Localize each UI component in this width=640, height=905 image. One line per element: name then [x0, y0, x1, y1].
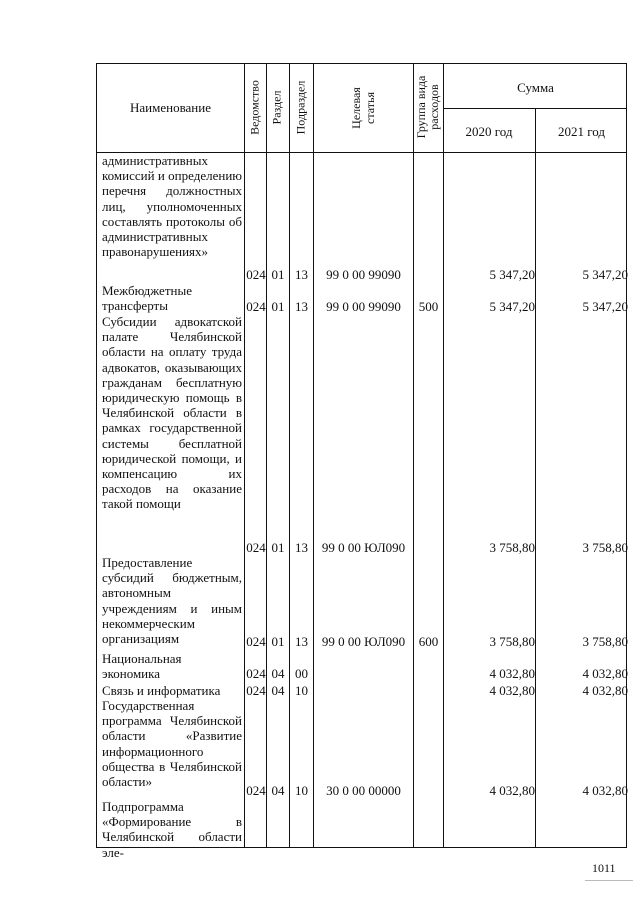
cell-sum-2021: 3 758,80 — [582, 540, 628, 555]
cell-gruppa: 500 — [418, 299, 439, 314]
cell-podrazdel: 10 — [295, 783, 308, 798]
header-gruppa — [415, 63, 441, 151]
col-divider — [413, 64, 414, 847]
cell-podrazdel: 00 — [295, 666, 308, 681]
cell-sum-2021: 4 032,80 — [582, 783, 628, 798]
cell-sum-2020: 4 032,80 — [489, 783, 535, 798]
header-celevaya — [349, 64, 377, 152]
col-divider — [535, 108, 536, 847]
col-divider — [313, 64, 314, 847]
col-divider — [289, 64, 290, 847]
header-gruppa-line2: расходов — [427, 84, 441, 130]
cell-sum-2020: 4 032,80 — [489, 683, 535, 698]
cell-name: Предоставление субсидий бюджетным, автономным учреждениям и иным некоммерческим организациям — [102, 555, 242, 647]
cell-razdel: 04 — [271, 783, 285, 798]
cell-sum-2021: 5 347,20 — [582, 267, 628, 282]
scan-artifact-line — [585, 880, 633, 881]
cell-sum-2021: 4 032,80 — [582, 666, 628, 681]
cell-celevaya-statya: 99 0 00 99090 — [326, 267, 401, 282]
header-name: Наименование — [130, 100, 211, 115]
cell-razdel: 01 — [271, 267, 285, 282]
cell-sum-2020: 3 758,80 — [489, 634, 535, 649]
cell-razdel: 01 — [271, 540, 285, 555]
cell-celevaya-statya: 99 0 00 ЮЛ090 — [321, 634, 406, 649]
col-divider — [443, 64, 444, 847]
cell-celevaya-statya: 30 0 00 00000 — [326, 783, 401, 798]
cell-vedomstvo: 024 — [246, 267, 266, 282]
header-razdel: Раздел — [269, 90, 284, 125]
cell-sum-2020: 5 347,20 — [489, 299, 535, 314]
budget-table — [96, 63, 628, 860]
cell-vedomstvo: 024 — [246, 683, 266, 698]
header-celevaya-line2: статья — [363, 92, 377, 124]
cell-podrazdel: 10 — [295, 683, 308, 698]
header-vedomstvo: Ведомство — [247, 80, 262, 135]
cell-vedomstvo: 024 — [246, 783, 266, 798]
header-gruppa-line1: Группа вида — [414, 75, 428, 139]
cell-sum-2021: 5 347,20 — [582, 299, 628, 314]
header-summa: Сумма — [517, 80, 554, 95]
cell-name: Подпрограмма «Формирование в Челябинской области эле- — [102, 799, 242, 860]
cell-name: административных комиссий и определению перечня должностных лиц, уполномоченных составлять протоколы об административных правонарушениях» — [102, 153, 242, 260]
cell-vedomstvo: 024 — [246, 540, 266, 555]
cell-vedomstvo: 024 — [246, 299, 266, 314]
cell-sum-2020: 4 032,80 — [489, 666, 535, 681]
cell-podrazdel: 13 — [295, 540, 308, 555]
cell-vedomstvo: 024 — [246, 634, 266, 649]
cell-razdel: 01 — [271, 299, 285, 314]
cell-razdel: 04 — [271, 666, 285, 681]
cell-name: Государственная программа Челябинской области «Развитие информационного общества в Челябинской области» — [102, 698, 242, 790]
header-divider — [443, 108, 626, 109]
cell-razdel: 01 — [271, 634, 285, 649]
cell-celevaya-statya: 99 0 00 99090 — [326, 299, 401, 314]
cell-sum-2021: 4 032,80 — [582, 683, 628, 698]
col-divider — [244, 64, 245, 847]
cell-name: Связь и информатика — [102, 683, 221, 698]
cell-celevaya-statya: 99 0 00 ЮЛ090 — [321, 540, 406, 555]
cell-name: Национальная экономика — [102, 651, 182, 682]
page-number: 1011 — [592, 861, 616, 875]
cell-podrazdel: 13 — [295, 267, 308, 282]
cell-gruppa: 600 — [418, 634, 439, 649]
header-celevaya-line1: Целевая — [349, 87, 363, 129]
header-year-2020: 2020 год — [465, 124, 513, 139]
header-podrazdel: Подраздел — [293, 80, 308, 135]
cell-podrazdel: 13 — [295, 634, 308, 649]
cell-name: Субсидии адвокатской палате Челябинской области на оплату труда адвокатов, оказывающих гражданам бесплатную юридическую помощь в Челябинской области в рамках государственной системы бесплатной юридической помощи, и компенсацию их расходов на оказание такой помощи — [102, 314, 242, 512]
cell-name: Межбюджетные трансферты — [102, 283, 192, 314]
cell-vedomstvo: 024 — [246, 666, 266, 681]
col-divider — [266, 64, 267, 847]
cell-sum-2021: 3 758,80 — [582, 634, 628, 649]
cell-razdel: 04 — [271, 683, 285, 698]
header-year-2021: 2021 год — [558, 124, 605, 139]
cell-sum-2020: 3 758,80 — [489, 540, 535, 555]
cell-podrazdel: 13 — [295, 299, 308, 314]
cell-sum-2020: 5 347,20 — [489, 267, 535, 282]
